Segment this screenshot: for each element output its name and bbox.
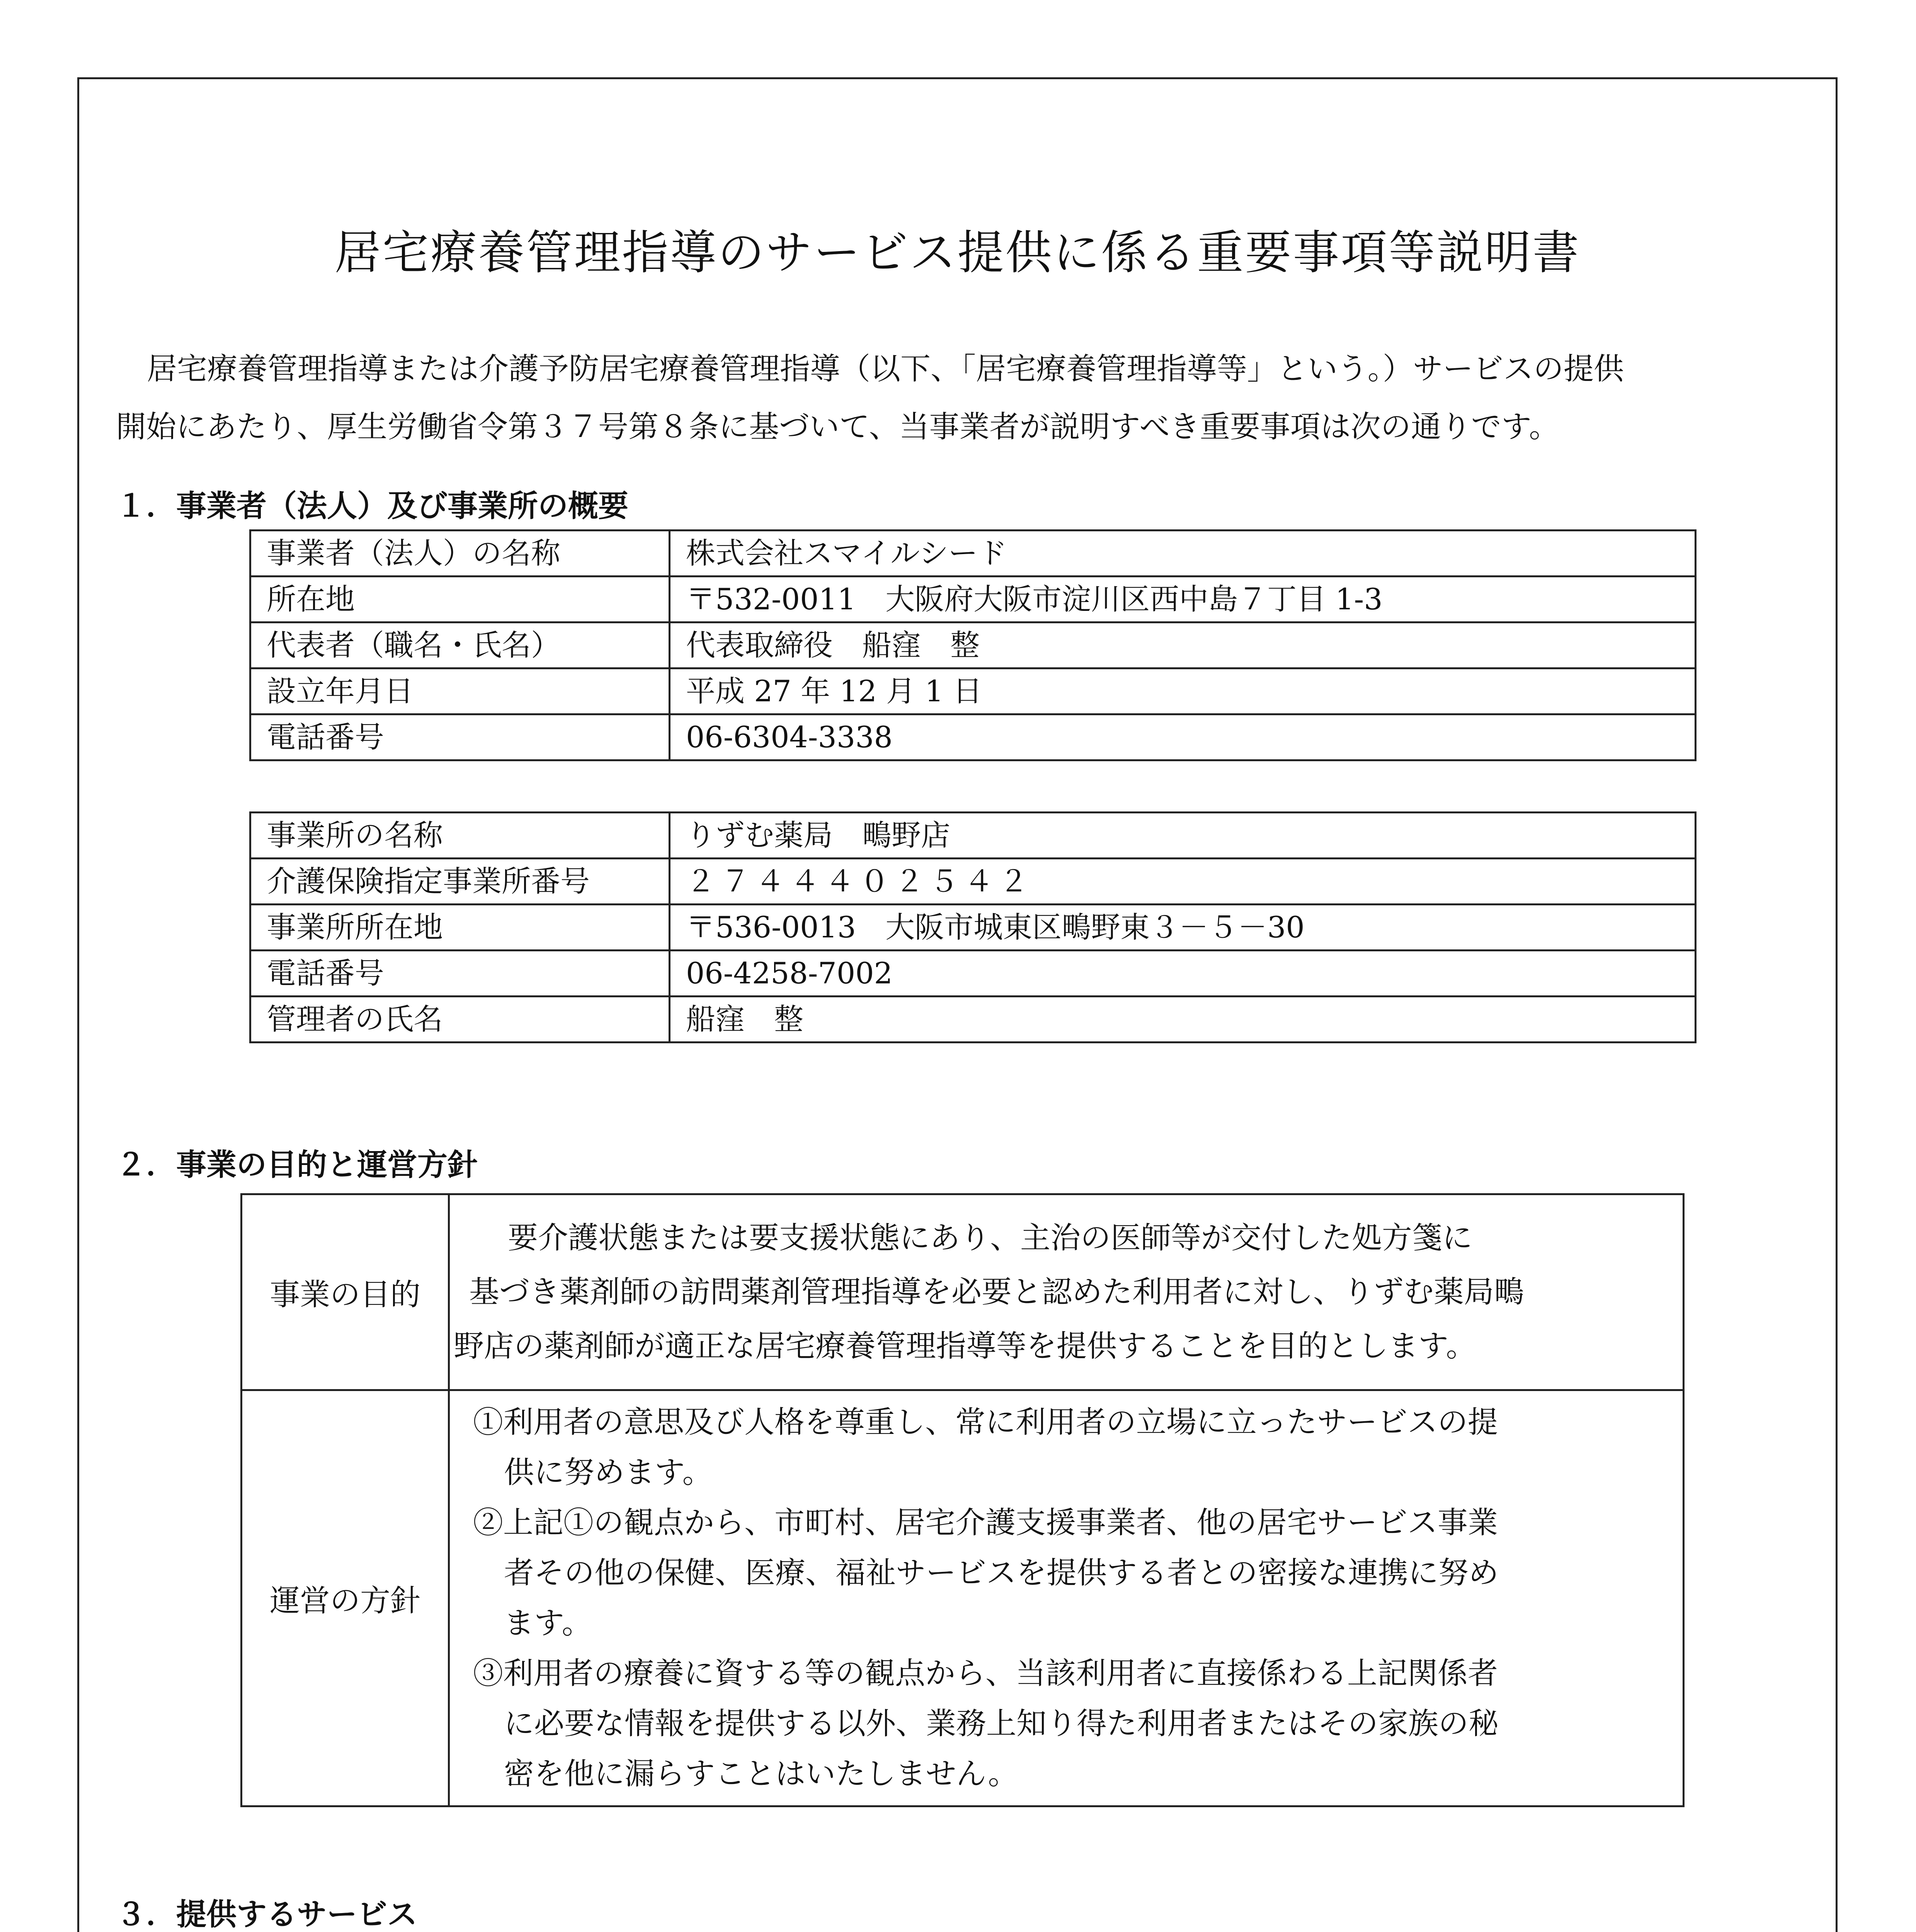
office-value: 〒536-0013 大阪市城東区鴫野東３－５－30 <box>670 905 1696 951</box>
table-row <box>250 577 1696 622</box>
table-row <box>250 668 1696 714</box>
policy-line: ①利用者の意思及び人格を尊重し、常に利用者の立場に立ったサービスの提 <box>473 1405 1498 1440</box>
section1-heading: １．事業者（法人）及び事業所の概要 <box>116 488 629 524</box>
table-row <box>250 714 1696 760</box>
company-label: 電話番号 <box>250 714 670 760</box>
company-value: 06-6304-3338 <box>670 714 1696 760</box>
company-table <box>249 529 1696 761</box>
office-value: ２７４４４０２５４２ <box>670 859 1696 905</box>
section2-heading: ２．事業の目的と運営方針 <box>116 1147 478 1182</box>
intro-line: 居宅療養管理指導または介護予防居宅療養管理指導（以下、「居宅療養管理指導等」という。）サービスの提供 <box>147 352 1624 386</box>
purpose-line: 基づき薬剤師の訪問薬剤管理指導を必要と認めた利用者に対し、りずむ薬局鴫 <box>469 1275 1525 1310</box>
table-row <box>250 859 1696 905</box>
office-label: 事業所の名称 <box>250 813 670 859</box>
policy-line: に必要な情報を提供する以外、業務上知り得た利用者またはその家族の秘 <box>504 1706 1499 1741</box>
table-row <box>250 622 1696 668</box>
policy-line: 密を他に漏らすことはいたしません。 <box>504 1757 1018 1791</box>
office-label: 電話番号 <box>250 951 670 997</box>
table-row <box>250 905 1696 951</box>
company-label: 事業者（法人）の名称 <box>250 531 670 577</box>
intro-paragraph <box>116 340 1836 456</box>
company-value: 代表取締役 船窪 整 <box>670 622 1696 668</box>
policy-line: 者その他の保健、医療、福祉サービスを提供する者との密接な連携に努め <box>504 1556 1499 1590</box>
table-row <box>250 951 1696 997</box>
table-row <box>242 1194 1684 1390</box>
office-table <box>249 811 1696 1043</box>
policy-line: 供に努めます。 <box>504 1455 713 1490</box>
table-row <box>250 531 1696 577</box>
section3-heading: ３．提供するサービス <box>116 1897 418 1932</box>
office-value: 船窪 整 <box>670 997 1696 1043</box>
policy-label: 運営の方針 <box>242 1390 449 1806</box>
office-value: りずむ薬局 鴫野店 <box>670 813 1696 859</box>
table-row <box>242 1390 1684 1806</box>
company-value: 株式会社スマイルシード <box>670 531 1696 577</box>
purpose-line: 野店の薬剤師が適正な居宅療養管理指導等を提供することを目的とします。 <box>454 1329 1476 1364</box>
purpose-label: 事業の目的 <box>242 1194 449 1390</box>
policy-line: ③利用者の療養に資する等の観点から、当該利用者に直接係わる上記関係者 <box>473 1656 1498 1691</box>
office-label: 事業所所在地 <box>250 905 670 951</box>
office-value: 06-4258-7002 <box>670 951 1696 997</box>
purpose-policy-table <box>240 1193 1685 1807</box>
office-label: 介護保険指定事業所番号 <box>250 859 670 905</box>
office-label: 管理者の氏名 <box>250 997 670 1043</box>
intro-line: 開始にあたり、厚生労働省令第３７号第８条に基づいて、当事業者が説明すべき重要事項は次の通りです。 <box>116 410 1559 444</box>
company-value: 〒532-0011 大阪府大阪市淀川区西中島７丁目 1-3 <box>670 577 1696 622</box>
company-label: 代表者（職名・氏名） <box>250 622 670 668</box>
purpose-text <box>449 1194 1684 1390</box>
company-label: 所在地 <box>250 577 670 622</box>
policy-line: ます。 <box>504 1606 592 1641</box>
document-title: 居宅療養管理指導のサービス提供に係る重要事項等説明書 <box>334 226 1581 280</box>
purpose-line: 要介護状態または要支援状態にあり、主治の医師等が交付した処方箋に <box>508 1221 1473 1255</box>
company-label: 設立年月日 <box>250 668 670 714</box>
table-row <box>250 813 1696 859</box>
table-row <box>250 997 1696 1043</box>
company-value: 平成 27 年 12 月 1 日 <box>670 668 1696 714</box>
policy-text <box>449 1390 1684 1806</box>
policy-line: ②上記①の観点から、市町村、居宅介護支援事業者、他の居宅サービス事業 <box>473 1505 1498 1540</box>
